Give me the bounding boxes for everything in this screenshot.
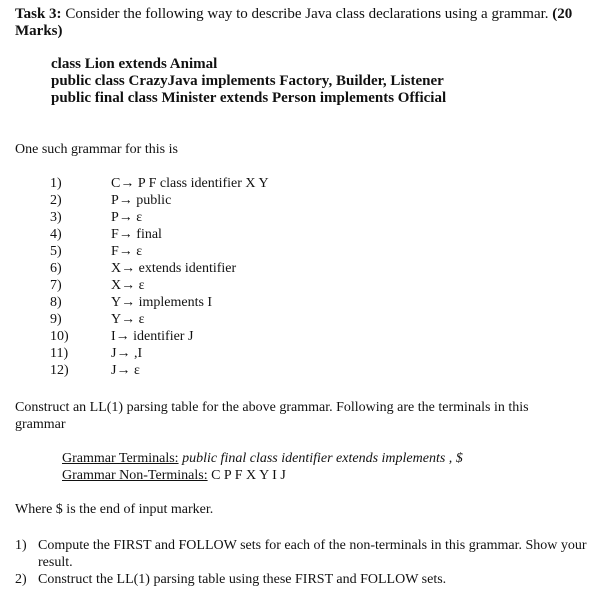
rule-row: [0, 175, 400, 192]
grammar-intro: One such grammar for this is: [15, 142, 178, 157]
rule-number: 1): [50, 176, 62, 191]
task-marks: (20 Marks): [15, 6, 573, 39]
rule-production: X→ extends identifier: [111, 261, 237, 276]
rule-row: [0, 277, 400, 294]
rule-production: P→ ε: [111, 210, 143, 225]
rule-number: 8): [50, 295, 62, 310]
rule-row: [0, 209, 400, 226]
example-2: public class CrazyJava implements Factory, Builder, Listener: [51, 73, 444, 89]
nonterminals-label: Grammar Non-Terminals:: [62, 468, 208, 483]
nonterminals-value: C P F X Y I J: [211, 468, 286, 483]
end-marker-note: Where $ is the end of input marker.: [15, 502, 214, 517]
rule-row: [0, 294, 400, 311]
nonterminals-line: [62, 467, 286, 484]
rule-production: I→ identifier J: [111, 329, 194, 344]
terminals-label: Grammar Terminals:: [62, 451, 179, 466]
rule-production: X→ ε: [111, 278, 145, 293]
rule-row: [0, 243, 400, 260]
task-intro: Consider the following way to describe Java class declarations using a grammar.: [65, 6, 549, 22]
example-1: class Lion extends Animal: [51, 56, 218, 72]
question-number: 2): [15, 572, 27, 587]
rule-number: 9): [50, 312, 62, 327]
rule-row: [0, 362, 400, 379]
rule-number: 6): [50, 261, 62, 276]
rule-production: J→ ε: [111, 363, 140, 378]
question-text: Compute the FIRST and FOLLOW sets for each of the non-terminals in this grammar. Show your result.: [38, 538, 587, 570]
rule-production: F→ ε: [111, 244, 143, 259]
rule-number: 3): [50, 210, 62, 225]
rule-production: Y→ implements I: [111, 295, 213, 310]
rule-production: C→ P F class identifier X Y: [111, 176, 269, 191]
rule-production: Y→ ε: [111, 312, 145, 327]
rule-number: 4): [50, 227, 62, 242]
terminals-value: public final class identifier extends implements , $: [182, 451, 463, 466]
rule-number: 11): [50, 346, 69, 361]
rule-number: 5): [50, 244, 62, 259]
rule-row: [0, 328, 400, 345]
rule-row: [0, 192, 400, 209]
rule-production: J→ ,I: [111, 346, 143, 361]
rule-row: [0, 260, 400, 277]
rule-row: [0, 226, 400, 243]
rule-number: 7): [50, 278, 62, 293]
rule-production: P→ public: [111, 193, 172, 208]
rule-row: [0, 345, 400, 362]
construct-paragraph: Construct an LL(1) parsing table for the above grammar. Following are the terminals in this grammar: [15, 400, 529, 432]
question-number: 1): [15, 538, 27, 553]
terminals-line: [62, 450, 463, 467]
rule-number: 12): [50, 363, 69, 378]
example-3: public final class Minister extends Person implements Official: [51, 90, 447, 106]
rule-production: F→ final: [111, 227, 162, 242]
task-heading: [15, 6, 607, 40]
rule-row: [0, 311, 400, 328]
task-label: Task 3:: [15, 6, 62, 22]
question-text: Construct the LL(1) parsing table using these FIRST and FOLLOW sets.: [38, 572, 447, 587]
rule-number: 2): [50, 193, 62, 208]
rule-number: 10): [50, 329, 69, 344]
